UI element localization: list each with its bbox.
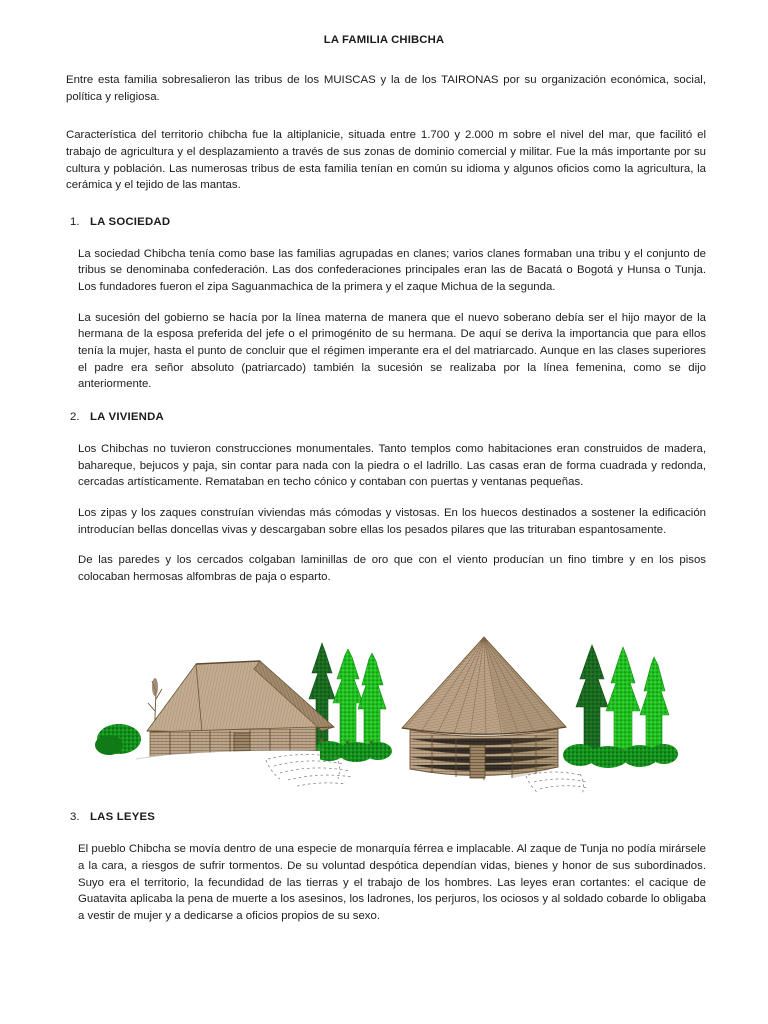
spacer: [0, 491, 768, 505]
section-title: LA SOCIEDAD: [90, 215, 171, 228]
page-title: LA FAMILIA CHIBCHA: [323, 34, 445, 46]
paragraph: La sociedad Chibcha tenía como base las familias agrupadas en clanes; varios clanes formaban una tribu y el conjunto de tribus se denominaba confederación. Las dos confederaciones principales eran las de Bacatá o Bogotá y Hunsa o Tunja. Los fundadores fueron el zipa Saguanmachica de la primera y el zaque Michua de la segunda.: [78, 247, 706, 294]
spacer: [0, 296, 768, 310]
spacer: [0, 228, 768, 246]
section-heading-la-vivienda: [70, 411, 768, 423]
spacer: [0, 46, 768, 72]
paragraph: De las paredes y los cercados colgaban laminillas de oro que con el viento producían un fino timbre y en los pisos colocaban hermosas alfombras de paja o esparto.: [78, 554, 706, 583]
paragraph: La sucesión del gobierno se hacía por la línea materna de manera que el nuevo soberano debía ser el hijo mayor de la hermana de la esposa preferida del jefe o el primogénito de su hermana. De aquí se deriva la importancia que para ellos tenía la mujer, hasta el punto de concluir que el régimen imperante era el del matriarcado. Aunque en las clases superiores el padre era señor absoluto (patriarcado) también la sucesión se realizaba por la línea femenina, como se dijo anteriormente.: [78, 311, 706, 391]
section-heading-las-leyes: [70, 811, 768, 823]
paragraph: El pueblo Chibcha se movía dentro de una especie de monarquía férrea e implacable. Al zaque de Tunja no podía mirársele a la cara, a riesgos de sufrir tormentos. De su voluntad despótica dependían vidas, bienes y honor de sus subordinados. Suyo era el territorio, la fecundidad de las tierras y el trabajo de los hombres. Las leyes eran cortantes: el cacique de Guatavita aplicaba la pena de muerte a los asesinos, los ladrones, los perjuros, los ociosos y al soldado cobarde lo obligaba a vestir de mujer y a dedicarse a oficios propios de su sexo.: [78, 843, 706, 923]
spacer: [0, 393, 768, 411]
section-number: 2.: [70, 410, 80, 423]
spacer: [0, 799, 768, 811]
section-number: 3.: [70, 811, 80, 824]
spacer: [0, 823, 768, 841]
section-heading-la-sociedad: [70, 216, 768, 228]
spacer: [0, 105, 768, 127]
paragraph: Los Chibchas no tuvieron construcciones monumentales. Tanto templos como habitaciones eran construidos de madera, bahareque, bejucos y paja, sin contar para nada con la piedra o el ladrillo. Las casas eran de forma cuadrada y redonda, cercadas artísticamente. Remataban en techo cónico y contaban con puertas y ventanas pequeñas.: [78, 442, 706, 489]
section-number: 1.: [70, 215, 80, 228]
section-title: LAS LEYES: [90, 811, 156, 824]
paragraph: Los zipas y los zaques construían viviendas más cómodas y vistosas. En los huecos destinados a sostener la edificación introducían bellas doncellas vivas y descargaban sobre ellas los pesados pilares que las trituraban espantosamente.: [78, 506, 706, 536]
territory-paragraph: Característica del territorio chibcha fue la altiplanicie, situada entre 1.700 y 2.000 m sobre el nivel del mar, que facilitó el trabajo de agricultura y el desplazamiento a través de sus zonas de dominio comercial y militar. Fue la más importante por su cultura y población. Las numerosas tribus de esta familia tenían en común su idioma y algunos oficios como la agricultura, la cerámica y el tejido de las mantas.: [66, 129, 706, 192]
spacer: [0, 194, 768, 216]
chibcha-dwellings-illustration: [84, 599, 684, 799]
spacer: [0, 423, 768, 441]
spacer: [0, 538, 768, 552]
section-title: LA VIVIENDA: [90, 410, 164, 423]
intro-paragraph: Entre esta familia sobresalieron las tribus de los MUISCAS y la de los TAIRONAS por su organización económica, social, política y religiosa.: [66, 74, 706, 103]
